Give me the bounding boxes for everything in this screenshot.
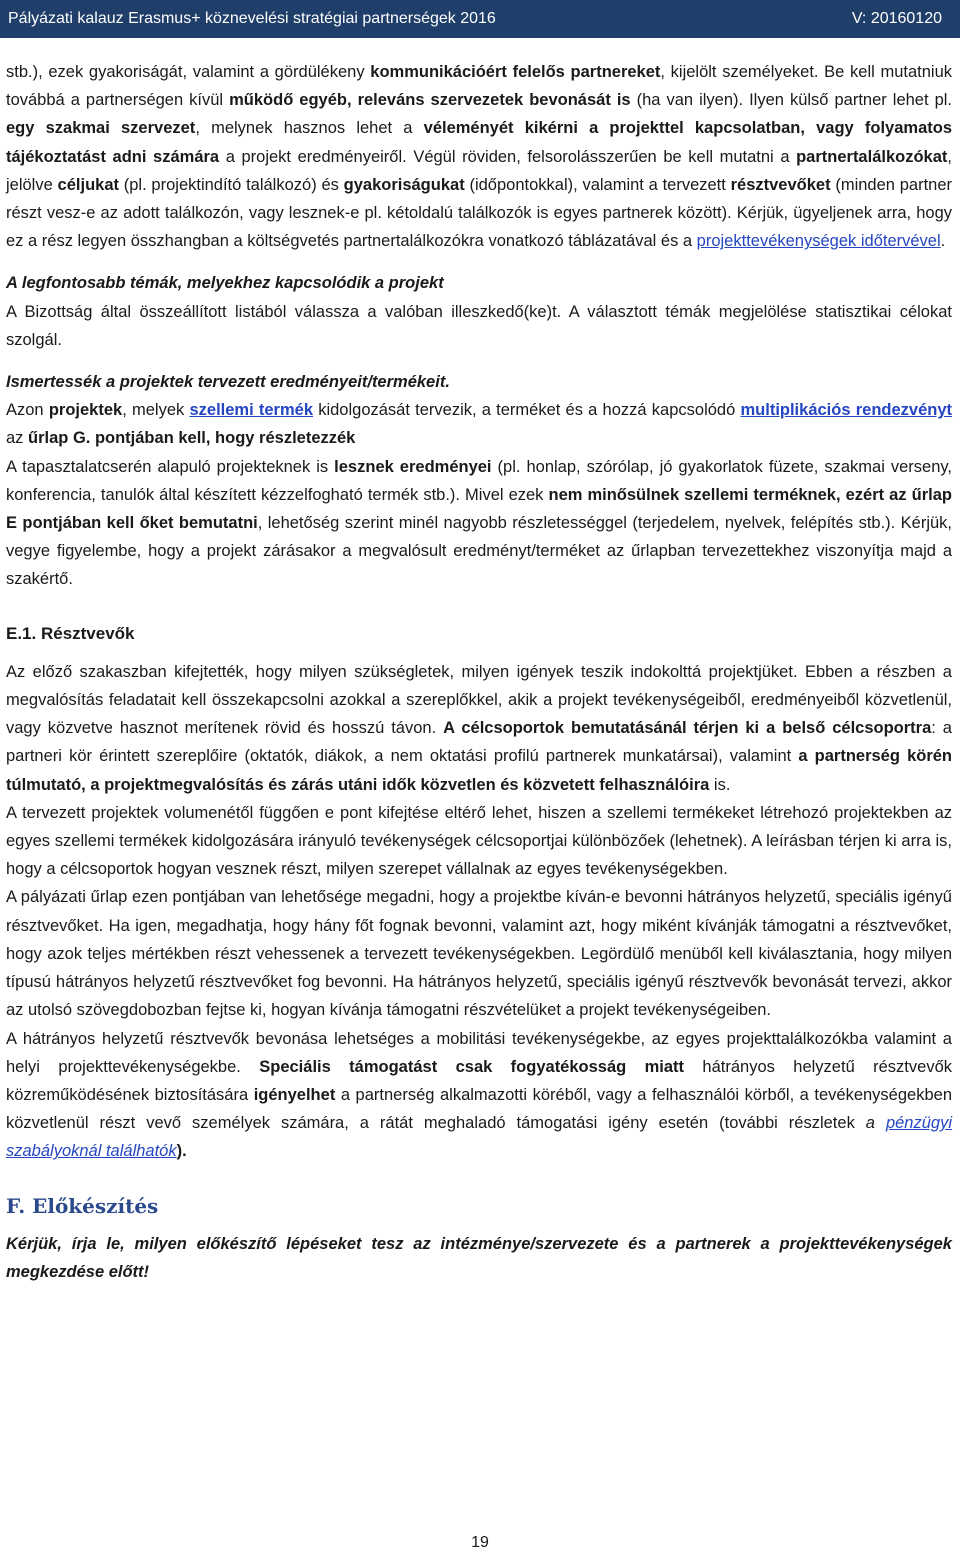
- results-paragraph-1: [6, 396, 952, 452]
- e1-paragraph-2: A tervezett projektek volumenétől függően e pont kifejtése eltérő lehet, hiszen a szellemi termékeket létrehozó projektekben az egyes szellemi termékek kidolgozására irányuló tevékenységek célcsoportjai különbözőek (lehetnek). A leírásban térjen ki arra is, hogy a célcsoportok hogyan vesznek részt, milyen szerepet vállalnak az egyes tevékenységekben.: [6, 803, 952, 879]
- bold-run: a partnerség körén túlmutató, a projektmegvalósítás és zárás utáni idők közvetlen és közvetett felhasználóira: [6, 747, 952, 794]
- bold-run: működő egyéb, releváns szervezetek bevonását is: [229, 91, 631, 110]
- header-version: V: 20160120: [851, 10, 942, 27]
- intellectual-output-link[interactable]: szellemi termék: [189, 401, 313, 420]
- bold-run: űrlap G. pontjában kell, hogy részletezzék: [28, 429, 356, 448]
- bold-run: gyakoriságukat: [343, 175, 465, 194]
- results-paragraph-2: [6, 453, 952, 594]
- text-run: Az előző szakaszban kifejtették, hogy milyen szükségletek, milyen igények teszik indokolttá projektjüket. Ebben a részben a megvalósítás feladatait kell összekapcsolni azokkal a szereplőkkel, akik a projekt tevékenységeiből, eredményeiből közvetlenül, vagy közvetve hasznot merítenek rövid és hosszú távon.: [6, 662, 952, 738]
- bold-run: kommunikációért felelős partnereket: [370, 63, 661, 81]
- bold-run: nem minősülnek szellemi terméknek, ezért az űrlap E pontjában kell őket bemutatni: [6, 485, 952, 533]
- text-run: (ha van ilyen). Ilyen külső partner lehet pl.: [630, 91, 952, 110]
- text-run: kidolgozását tervezik, a terméket és a hozzá kapcsolódó: [313, 401, 741, 420]
- bold-run: partnertalálkozókat: [796, 147, 948, 166]
- text-run: a partnerség alkalmazotti köréből, vagy a felhasználói körből, a tevékenységekben közvetlenül részt vevő személyek számára, a rátát meghaladó támogatási igény esetén (további részletek: [6, 1085, 952, 1133]
- text-run: , melynek hasznos lehet a: [195, 119, 424, 138]
- section-f-heading: F. Előkészítés: [6, 1193, 159, 1218]
- bold-run: projektek: [48, 401, 123, 420]
- header-title: Pályázati kalauz Erasmus+ köznevelési stratégiai partnerségek 2016: [8, 10, 496, 27]
- text-run: az: [6, 429, 29, 448]
- bold-run: A célcsoportok bemutatásánál térjen ki a belső célcsoportra: [443, 719, 932, 738]
- italic-run: a: [865, 1114, 886, 1133]
- bold-run: lesznek eredményei: [334, 457, 492, 476]
- text-run: (időpontokkal), valamint a tervezett: [464, 175, 731, 194]
- text-run: hátrányos helyzetű résztvevők közreműködésének biztosítására: [6, 1057, 952, 1104]
- section-e1-heading: E.1. Résztvevők: [6, 623, 135, 643]
- schedule-link[interactable]: projekttevékenységek időtervével: [696, 232, 941, 251]
- text-run: (pl. projektindító találkozó) és: [119, 175, 344, 194]
- multiplier-event-link[interactable]: multiplikációs rendezvényt: [740, 401, 953, 420]
- results-heading: Ismertessék a projektek tervezett eredményeit/termékeit.: [6, 373, 450, 392]
- text-run: , jelölve: [6, 147, 952, 194]
- e1-paragraph-1: [6, 658, 952, 799]
- financial-rules-link[interactable]: pénzügyi szabályoknál találhatók: [6, 1114, 953, 1161]
- text-run: .: [940, 232, 946, 251]
- bold-run: résztvevőket: [730, 175, 831, 194]
- text-run: A hátrányos helyzetű résztvevők bevonása lehetséges a mobilitási tevékenységekbe, az egyes projekttalálkozókba valamint a helyi projekttevékenységekbe.: [6, 1029, 952, 1076]
- text-run: , lehetőség szerint minél nagyobb részletességgel (terjedelem, nyelvek, felépítés stb.). Kérjük, vegye figyelembe, hogy a projekt zárásakor a megvalósult eredményt/terméket az űrlapban tervezettekhez viszonyítja majd a szakértő.: [6, 514, 953, 589]
- page-number: 19: [471, 1534, 489, 1551]
- bold-run: igényelhet: [253, 1085, 336, 1104]
- text-run: , melyek: [122, 401, 190, 420]
- bold-run: ).: [176, 1142, 187, 1161]
- partners-paragraph: [6, 58, 952, 255]
- text-run: is.: [709, 775, 731, 794]
- topics-heading: A legfontosabb témák, melyekhez kapcsolódik a projekt: [6, 274, 444, 293]
- text-run: , kijelölt személyeket. Be kell mutatniuk továbbá a partnerségen kívül: [6, 63, 953, 110]
- bold-run: egy szakmai szervezet: [6, 119, 196, 138]
- text-run: A tapasztalatcserén alapuló projekteknek is: [6, 457, 335, 476]
- text-run: Azon: [6, 401, 49, 420]
- text-run: : a partneri kör érintett szereplőire (oktatók, diákok, a nem oktatási profilú partnerek munkatársai), valamint: [6, 719, 952, 766]
- text-run: (minden partner részt vesz-e az adott találkozón, vagy lesznek-e pl. kétoldalú találkozók is egyes partnerek között). Kérjük, ügyeljenek arra, hogy ez a rész legyen összhangban a költségvetés partnertalálkozókra vonatkozó táblázatával és a: [6, 175, 952, 251]
- bold-run: véleményét kikérni a projekttel kapcsolatban, vagy folyamatos tájékoztatást adni számára: [6, 119, 952, 166]
- e1-paragraph-3: A pályázati űrlap ezen pontjában van lehetősége megadni, hogy a projektbe kíván-e bevonni hátrányos helyzetű, speciális igényű résztvevőket. Ha igen, megadhatja, hogy hány főt fognak bevonni, valamint azt, hogy miként kívánják támogatni a résztvevőket, hogy azok teljes mértékben részt vehessenek a tervezett tevékenységekben. Legördülő menüből kell kiválasztania, hogy milyen típusú hátrányos helyzetű résztvevőket fog bevonni. Ha hátrányos helyzetű, speciális igényű résztvevők bevonását tervezi, akkor az utolsó szövegdobozban fejtse ki, hogyan kívánja támogatni részvételüket a projekt tevékenységeiben.: [6, 888, 952, 1020]
- text-run: stb.), ezek gyakoriságát, valamint a gördülékeny: [6, 63, 371, 81]
- section-f-prompt: Kérjük, írja le, milyen előkészítő lépéseket tesz az intézménye/szervezete és a partnerek a projekttevékenységek megkezdése előtt!: [6, 1234, 952, 1281]
- e1-paragraph-4: [6, 1025, 952, 1166]
- text-run: (pl. honlap, szórólap, jó gyakorlatok füzete, szakmai verseny, konferencia, tanulók által készített kézzelfogható termék stb.). Mivel ezek: [6, 457, 953, 504]
- bold-run: céljukat: [57, 175, 119, 194]
- topics-paragraph: A Bizottság által összeállított listából válassza a valóban illeszkedő(ke)t. A választott témák megjelölése statisztikai célokat szolgál.: [6, 302, 952, 349]
- document-body: [6, 58, 952, 1286]
- text-run: a projekt eredményeiről. Végül röviden, felsorolásszerűen be kell mutatni a: [219, 147, 797, 166]
- page-header: [0, 0, 960, 38]
- bold-run: Speciális támogatást csak fogyatékosság miatt: [259, 1057, 685, 1076]
